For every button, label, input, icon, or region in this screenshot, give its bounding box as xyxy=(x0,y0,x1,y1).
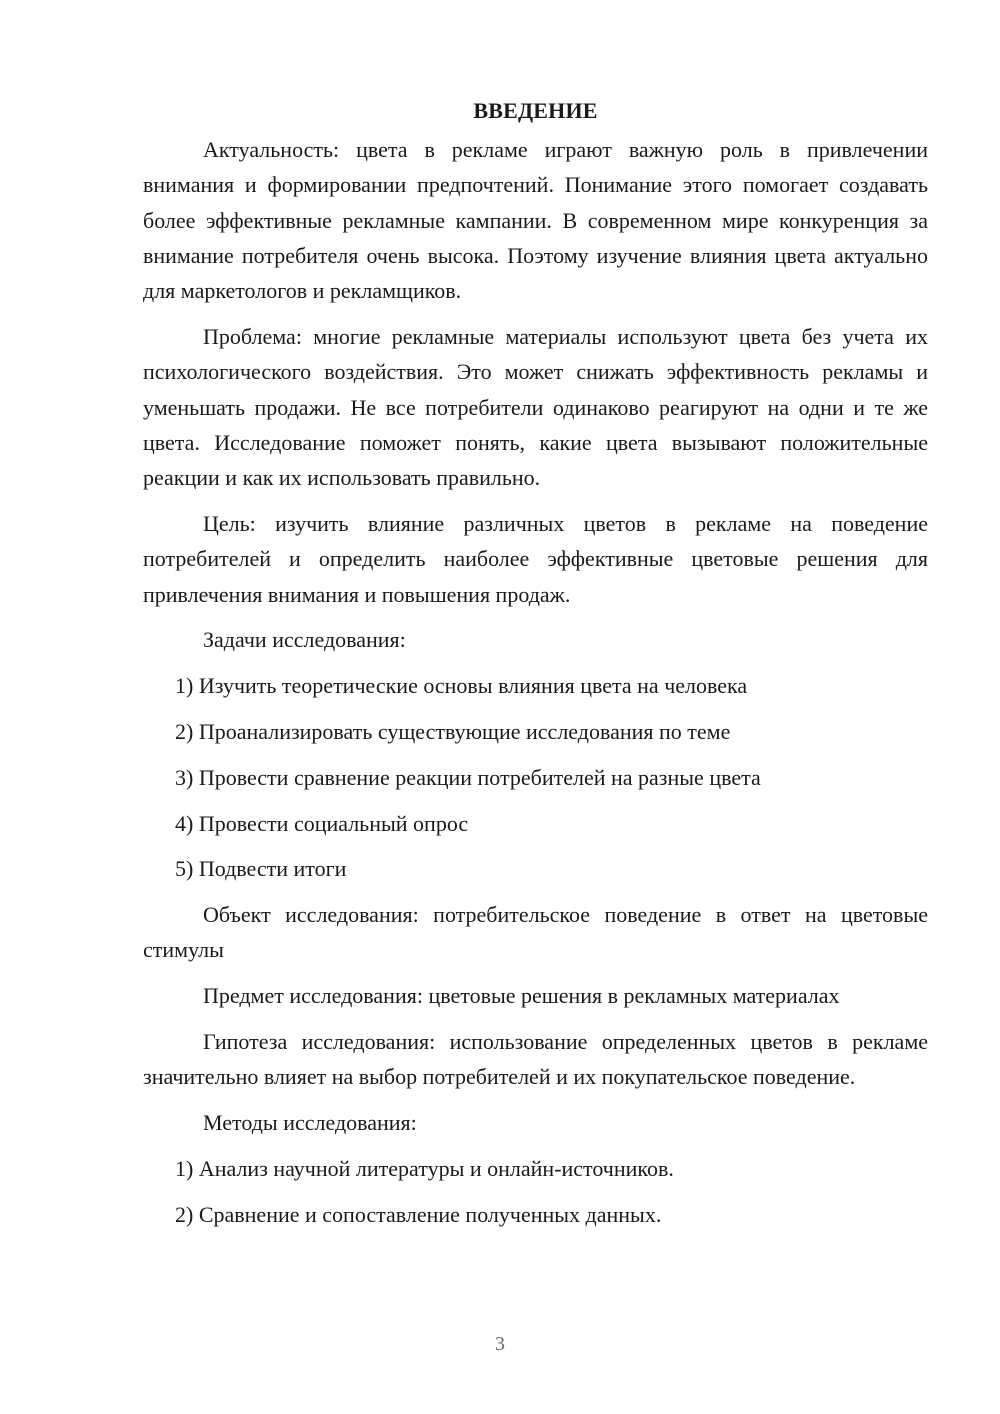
list-item: 2) Сравнение и сопоставление полученных данных. xyxy=(175,1201,662,1227)
methods-title: Методы исследования: xyxy=(203,1110,417,1136)
subject-paragraph: Предмет исследования: цветовые решения в рекламных материалах xyxy=(203,983,840,1009)
tasks-title: Задачи исследования: xyxy=(203,627,406,653)
list-item: 2) Проанализировать существующие исследования по теме xyxy=(175,718,731,744)
page-number: 3 xyxy=(495,1333,505,1355)
problem-paragraph: Проблема: многие рекламные материалы используют цвета без учета их психологического воздействия. Это может снижать эффективность рекламы и уменьшать продажи. Не все потребители одинаково реагируют на одни и те же цвета. Исследование поможет понять, какие цвета вызывают положительные реакции и как их использовать правильно. xyxy=(143,323,928,491)
list-item: 4) Провести социальный опрос xyxy=(175,810,469,836)
relevance-paragraph: Актуальность: цвета в рекламе играют важную роль в привлечении внимания и формировании предпочтений. Понимание этого помогает создавать более эффективные рекламные кампании. В современном мире конкуренция за внимание потребителя очень высока. Поэтому изучение влияния цвета актуально для маркетологов и рекламщиков. xyxy=(143,137,928,304)
list-item: 3) Провести сравнение реакции потребителей на разные цвета xyxy=(175,764,761,790)
goal-paragraph: Цель: изучить влияние различных цветов в рекламе на поведение потребителей и определить наиболее эффективные цветовые решения для привлечения внимания и повышения продаж. xyxy=(143,510,928,607)
tasks-list xyxy=(143,668,928,886)
page-content xyxy=(143,96,928,1243)
list-item: 1) Анализ научной литературы и онлайн-источников. xyxy=(175,1155,674,1181)
list-item: 5) Подвести итоги xyxy=(175,856,347,882)
section-heading: ВВЕДЕНИЕ xyxy=(473,98,598,123)
list-item: 1) Изучить теоретические основы влияния цвета на человека xyxy=(175,673,748,699)
object-paragraph: Объект исследования: потребительское поведение в ответ на цветовые стимулы xyxy=(143,902,928,963)
hypothesis-paragraph: Гипотеза исследования: использование определенных цветов в рекламе значительно влияет на выбор потребителей и их покупательское поведение. xyxy=(143,1029,928,1090)
methods-list xyxy=(143,1151,928,1232)
